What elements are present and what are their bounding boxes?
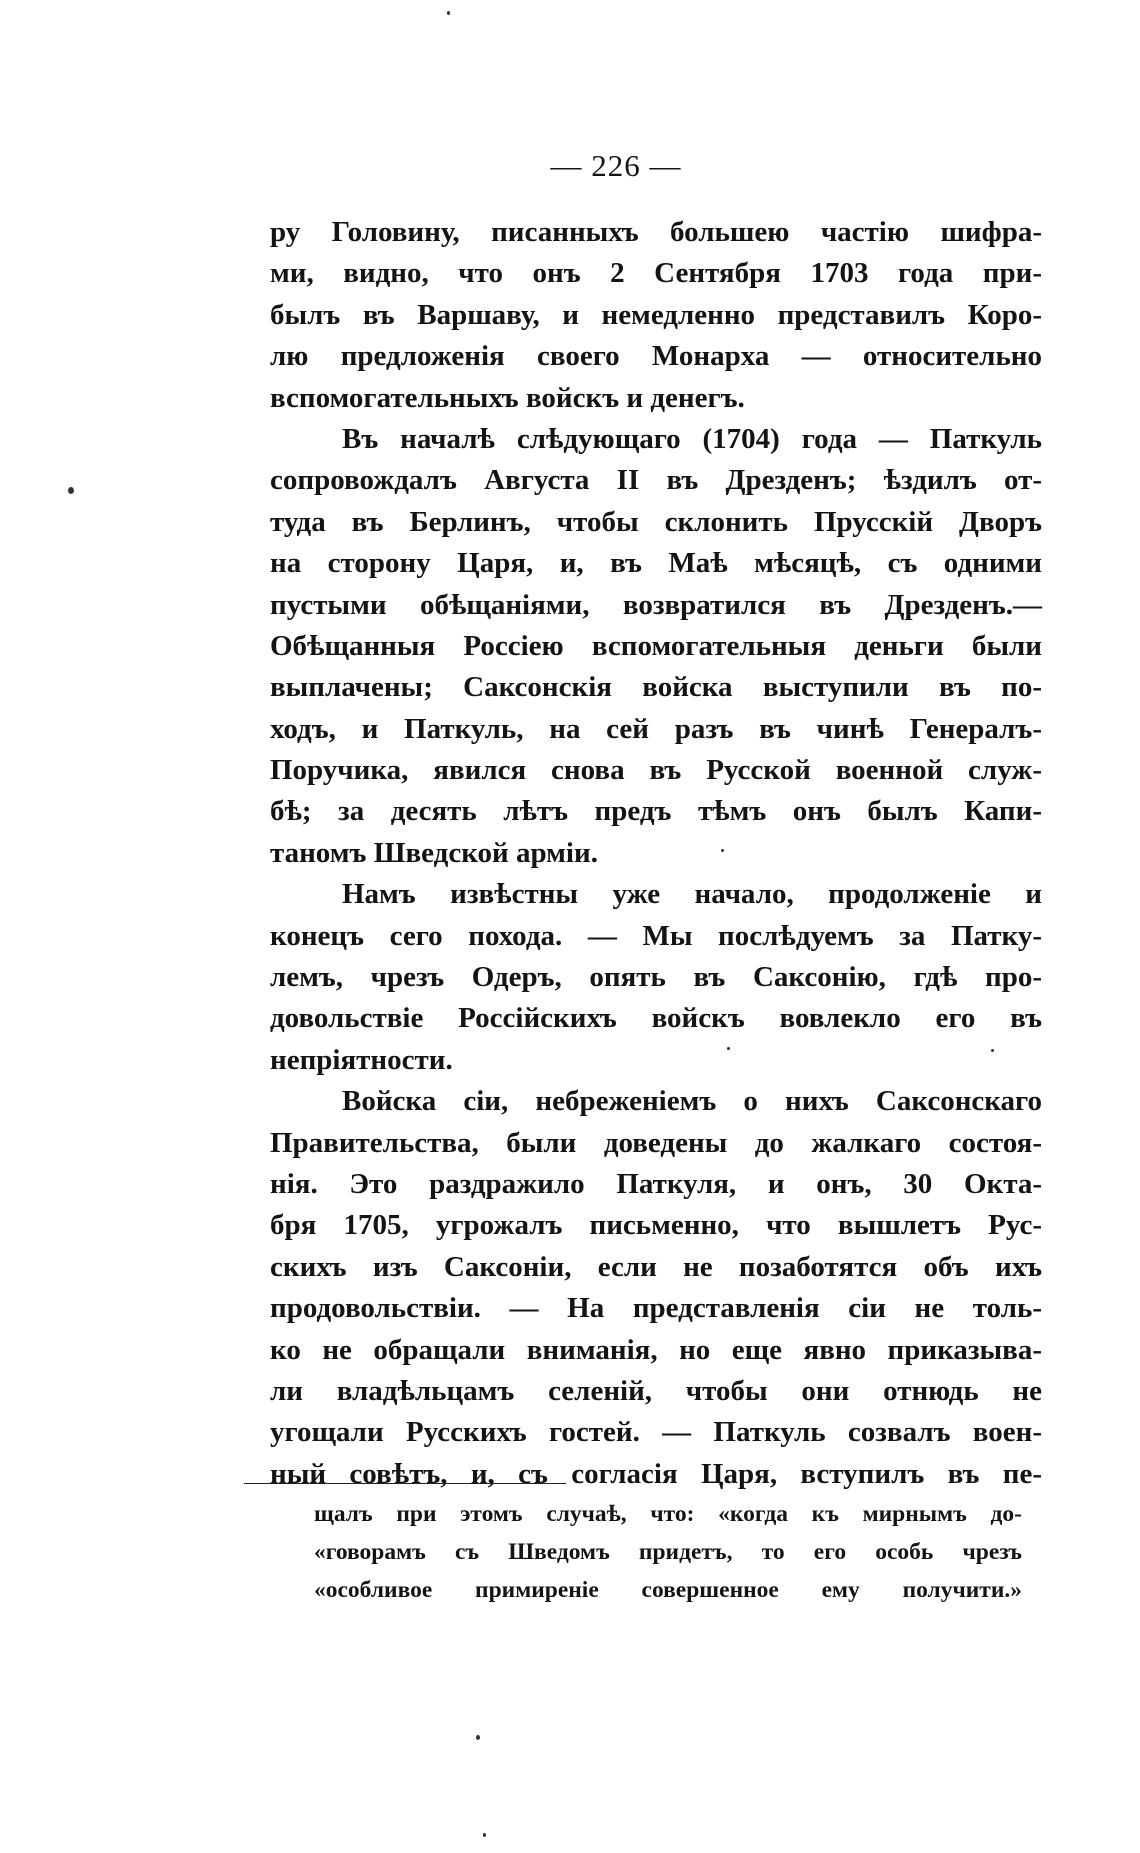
text-line: лемъ, чрезъ Одеръ, опять въ Саксонію, гдѣ про-: [270, 961, 1042, 994]
text-line: бѣ; за десять лѣтъ предъ тѣмъ онъ былъ Капи-: [270, 795, 1042, 828]
text-line: скихъ изъ Саксоніи, если не позаботятся объ ихъ: [270, 1250, 1042, 1283]
scan-speck: [68, 487, 74, 494]
text-line: ко не обращали вниманія, но еще явно приказыва-: [270, 1333, 1042, 1366]
paragraph-first-line: Войска сіи, небреженіемъ о нихъ Саксонскаго: [342, 1085, 1042, 1118]
scan-speck: [483, 1833, 486, 1837]
scan-speck: [721, 849, 724, 852]
text-line: былъ въ Варшаву, и немедленно представилъ Коро-: [270, 298, 1042, 331]
text-line: непріятности.: [270, 1043, 453, 1076]
page-number: — 226 —: [550, 148, 682, 183]
text-line: ли владѣльцамъ селеній, чтобы они отнюдь не: [270, 1374, 1042, 1407]
text-line: лю предложенія своего Монарха — относительно: [270, 340, 1042, 373]
scan-speck: [476, 1735, 480, 1740]
text-line: выплачены; Саксонскія войска выступили въ по-: [270, 671, 1042, 704]
paragraph-first-line: Намъ извѣстны уже начало, продолженіе и: [342, 878, 1042, 911]
footnote-divider: [244, 1483, 566, 1484]
text-line: Обѣщанныя Россіею вспомогательныя деньги были: [270, 629, 1042, 662]
text-line: таномъ Шведской арміи.: [270, 836, 598, 869]
text-line: вспомогательныхъ войскъ и денегъ.: [270, 381, 745, 414]
scan-speck: [447, 11, 450, 15]
body-text: [270, 212, 1042, 1495]
scan-speck: [991, 1049, 994, 1052]
paragraph-first-line: Въ началѣ слѣдующаго (1704) года — Паткуль: [342, 422, 1042, 455]
text-line: Поручика, явился снова въ Русской военной служ-: [270, 754, 1042, 787]
text-line: на сторону Царя, и, въ Маѣ мѣсяцѣ, съ одними: [270, 547, 1042, 580]
text-line: угощали Русскихъ гостей. — Паткуль созвалъ воен-: [270, 1416, 1042, 1449]
footnote: [314, 1495, 1022, 1609]
text-line: ми, видно, что онъ 2 Сентября 1703 года при-: [270, 257, 1042, 290]
footnote-line: щалъ при этомъ случаѣ, что: «когда къ мирнымъ до-: [314, 1501, 1022, 1527]
text-line: бря 1705, угрожалъ письменно, что вышлетъ Рус-: [270, 1209, 1042, 1242]
text-line: конецъ сего похода. — Мы послѣдуемъ за Патку-: [270, 919, 1042, 952]
text-line: ходъ, и Паткуль, на сей разъ въ чинѣ Генералъ-: [270, 712, 1042, 745]
scan-speck: [727, 1047, 730, 1050]
footnote-line: «особливое примиреніе совершенное ему получити.»: [314, 1577, 1022, 1603]
text-line: пустыми обѣщаніями, возвратился въ Дрезденъ.—: [270, 588, 1042, 621]
footnote-line: «говорамъ съ Шведомъ придетъ, то его особь чрезъ: [314, 1539, 1022, 1565]
text-line: нія. Это раздражило Паткуля, и онъ, 30 Окта-: [270, 1167, 1042, 1200]
text-line: ный совѣтъ, и, съ согласія Царя, вступилъ въ пе-: [270, 1457, 1042, 1490]
text-line: ру Головину, писанныхъ большею частію шифра-: [270, 216, 1042, 248]
text-line: сопровождалъ Августа II въ Дрезденъ; ѣздилъ от-: [270, 464, 1042, 497]
text-line: продовольствіи. — На представленія сіи не толь-: [270, 1292, 1042, 1325]
text-line: Правительства, были доведены до жалкаго состоя-: [270, 1126, 1042, 1159]
text-line: довольствіе Россійскихъ войскъ вовлекло его въ: [270, 1002, 1042, 1035]
text-line: туда въ Берлинъ, чтобы склонить Прусскій Дворъ: [270, 505, 1042, 538]
